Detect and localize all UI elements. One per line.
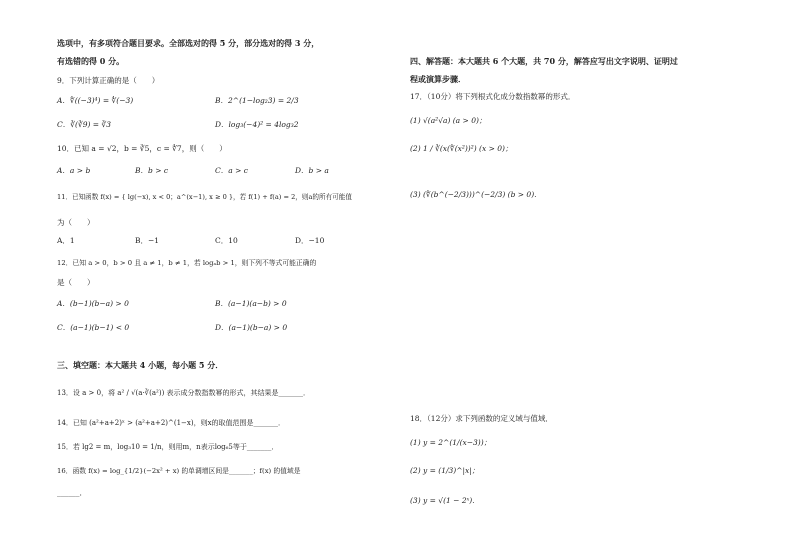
q10-option-c: C．a > c <box>215 166 248 175</box>
q11-option-c: C．10 <box>215 236 238 245</box>
q10-option-d: D．b > a <box>295 166 329 175</box>
q18-part-2: (2) y = (1/3)^|x|； <box>410 466 480 475</box>
q14: 14．已知 (a²+a+2)ˣ > (a²+a+2)^(1−x)，则x的取值范围是_______． <box>57 419 286 427</box>
q16-blank: ______． <box>57 488 87 497</box>
q17-part-2: (2) 1 / ∛(x(∜(x²))²) (x > 0)； <box>410 144 513 153</box>
q9-option-c: C．∛(∛9) = ∛3 <box>57 120 112 129</box>
intro-line-1: 选项中，有多项符合题目要求。全部选对的得 5 分，部分选对的得 3 分， <box>57 38 320 48</box>
q10-option-b: B．b > c <box>135 166 169 175</box>
q9-option-b: B．2^(1−log₂3) = 2/3 <box>215 96 299 105</box>
section-3-heading: 三、填空题：本大题共 4 小题，每小题 5 分． <box>57 360 224 370</box>
q12-option-b: B．(a−1)(a−b) > 0 <box>215 299 287 308</box>
q16: 16．函数 f(x) = log_{1/2}(−2x² + x) 的单调增区间是_______；f(x) 的值域是 <box>57 467 301 475</box>
q17-stem: 17．（10分）将下列根式化成分数指数幂的形式． <box>410 92 576 101</box>
q12-stem: 12．已知 a > 0，b > 0 且 a ≠ 1，b ≠ 1，若 logₐb > 1，则下列不等式可能正确的 <box>57 259 317 267</box>
q18-part-3: (3) y = √(1 − 2ˣ)． <box>410 496 480 505</box>
q11-stem-cont: 为（ ） <box>57 218 95 227</box>
q18-part-1: (1) y = 2^(1/(x−3))； <box>410 438 492 447</box>
q12-option-d: D．(a−1)(b−a) > 0 <box>215 323 288 332</box>
q11-option-a: A．1 <box>57 236 75 245</box>
q13: 13．设 a > 0，将 a² / √(a·∛(a²)) 表示成分数指数幂的形式，其结果是_______． <box>57 389 311 397</box>
q12-stem-cont: 是（ ） <box>57 278 95 287</box>
section-4-heading-2: 程或演算步骤． <box>410 74 466 84</box>
q17-part-1: (1) √(a²√a) (a > 0)； <box>410 116 487 125</box>
q18-stem: 18．（12分）求下列函数的定义域与值域． <box>410 414 553 423</box>
q9-stem: 9．下列计算正确的是（ ） <box>57 76 160 85</box>
q17-part-3: (3) (∜(b^(−2/3)))^(−2/3) (b > 0)． <box>410 190 542 199</box>
q9-option-d: D．log₃(−4)² = 4log₃2 <box>215 120 299 129</box>
q12-option-a: A．(b−1)(b−a) > 0 <box>57 299 129 308</box>
q10-stem: 10．已知 a = √2，b = ∛5，c = ∜7，则（ ） <box>57 144 227 153</box>
q9-option-a: A．∜((−3)⁴) = ∜(−3) <box>57 96 134 105</box>
q12-option-c: C．(a−1)(b−1) < 0 <box>57 323 130 332</box>
q11-option-d: D．−10 <box>295 236 325 245</box>
intro-line-2: 有选错的得 0 分。 <box>57 56 125 66</box>
q15: 15．若 lg2 = m，log₃10 = 1/n，则用m，n表示log₆5等于_______． <box>57 443 279 451</box>
section-4-heading-1: 四、解答题：本大题共 6 个大题，共 70 分，解答应写出文字说明、证明过 <box>410 56 678 66</box>
q10-option-a: A．a > b <box>57 166 91 175</box>
q11-stem: 11．已知函数 f(x) = { lg(−x), x < 0；a^(x−1), x ≥ 0 }，若 f(1) + f(a) = 2，则a的所有可能值 <box>57 193 352 201</box>
q11-option-b: B．−1 <box>135 236 160 245</box>
